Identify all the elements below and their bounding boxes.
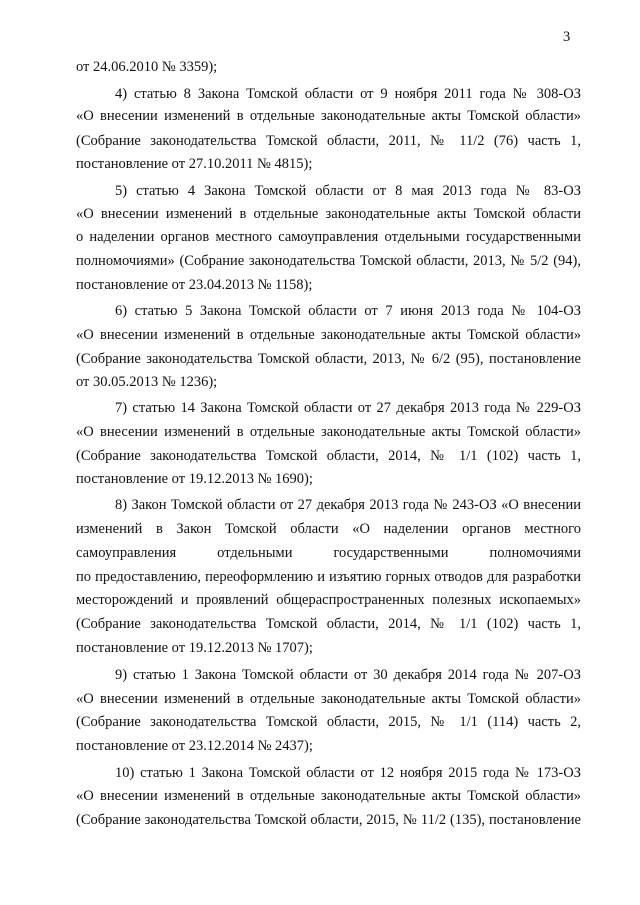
text-line: постановление от 27.10.2011 № 4815); bbox=[76, 156, 313, 172]
text-line: «О внесении изменений в отдельные законодательные акты Томской области» bbox=[76, 424, 581, 440]
text-line: 5) статью 4 Закона Томской области от 8 мая 2013 года № 83-ОЗ bbox=[115, 183, 581, 199]
text-line: (Собрание законодательства Томской области, 2015, № 11/2 (135), постановление bbox=[76, 812, 581, 828]
text-line: постановление от 19.12.2013 № 1690); bbox=[76, 471, 313, 487]
text-line: (Собрание законодательства Томской области, 2014, № 1/1 (102) часть 1, bbox=[76, 448, 581, 464]
text-line: «О внесении изменений в отдельные законодательные акты Томской области» bbox=[76, 327, 581, 343]
text-line: (Собрание законодательства Томской области, 2015, № 1/1 (114) часть 2, bbox=[76, 714, 581, 730]
text-line: 9) статью 1 Закона Томской области от 30 декабря 2014 года № 207-ОЗ bbox=[115, 667, 581, 683]
text-line: 6) статью 5 Закона Томской области от 7 июня 2013 года № 104-ОЗ bbox=[115, 303, 581, 319]
text-line: изменений в Закон Томской области «О наделении органов местного bbox=[76, 521, 581, 537]
text-line: полномочиями» (Собрание законодательства Томской области, 2013, № 5/2 (94), bbox=[76, 253, 581, 269]
text-line: от 24.06.2010 № 3359); bbox=[76, 59, 218, 75]
text-line: о наделении органов местного самоуправления отдельными государственными bbox=[76, 229, 581, 245]
text-line: 7) статью 14 Закона Томской области от 27 декабря 2013 года № 229-ОЗ bbox=[115, 400, 581, 416]
text-line: от 30.05.2013 № 1236); bbox=[76, 374, 218, 390]
text-line: постановление от 23.04.2013 № 1158); bbox=[76, 277, 313, 293]
text-line: «О внесении изменений в отдельные законодательные акты Томской области» bbox=[76, 108, 581, 124]
text-line: 4) статью 8 Закона Томской области от 9 ноября 2011 года № 308-ОЗ bbox=[115, 86, 581, 102]
text-line: (Собрание законодательства Томской области, 2013, № 6/2 (95), постановление bbox=[76, 351, 581, 367]
text-line: месторождений и проявлений общераспространенных полезных ископаемых» bbox=[76, 592, 581, 608]
text-line: по предоставлению, переоформлению и изъятию горных отводов для разработки bbox=[76, 569, 581, 585]
text-line: «О внесении изменений в отдельные законодательные акты Томской области» bbox=[76, 788, 581, 804]
text-line: самоуправления отдельными государственными полномочиями bbox=[76, 545, 581, 561]
text-line: 8) Закон Томской области от 27 декабря 2013 года № 243-ОЗ «О внесении bbox=[115, 497, 581, 513]
text-line: «О внесении изменений в отдельные законодательные акты Томской области bbox=[76, 206, 581, 222]
page-number: 3 bbox=[563, 29, 571, 45]
text-line: (Собрание законодательства Томской области, 2011, № 11/2 (76) часть 1, bbox=[76, 133, 581, 149]
text-line: 10) статью 1 Закона Томской области от 12 ноября 2015 года № 173-ОЗ bbox=[115, 765, 581, 781]
text-line: постановление от 19.12.2013 № 1707); bbox=[76, 640, 313, 656]
text-line: «О внесении изменений в отдельные законодательные акты Томской области» bbox=[76, 691, 581, 707]
text-line: постановление от 23.12.2014 № 2437); bbox=[76, 738, 313, 754]
text-line: (Собрание законодательства Томской области, 2014, № 1/1 (102) часть 1, bbox=[76, 616, 581, 632]
